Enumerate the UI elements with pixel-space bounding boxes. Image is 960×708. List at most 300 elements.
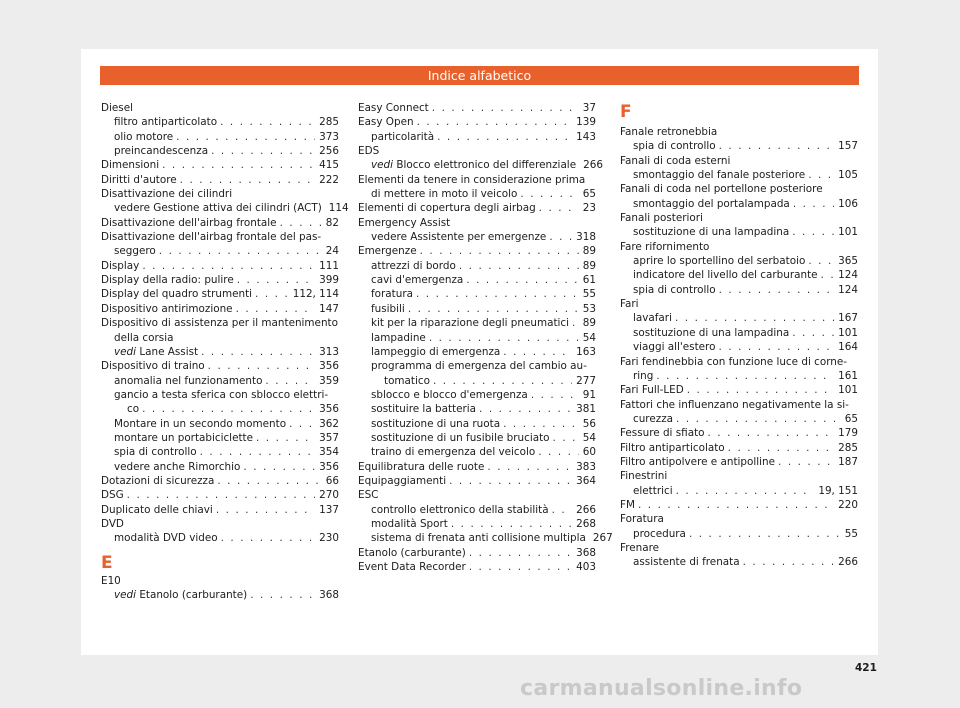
entry-term (620, 383, 684, 397)
index-entry (358, 173, 596, 187)
entry-term (633, 283, 716, 297)
entry-term-text: Emergency Assist (358, 216, 451, 229)
index-entry (101, 144, 339, 158)
index-entry (358, 402, 596, 416)
entry-term (114, 130, 173, 144)
dot-leader (142, 402, 315, 416)
index-entry (620, 441, 858, 455)
page-number: 421 (855, 662, 877, 674)
entry-term (633, 369, 653, 383)
entry-term-text: Dispositivo di assistenza per il mantenimento (101, 317, 338, 330)
entry-term (620, 155, 730, 167)
dot-leader (778, 455, 834, 469)
entry-term-text: fusibili (371, 302, 405, 315)
index-entry (101, 130, 339, 144)
entry-term (371, 503, 549, 517)
entry-term-text: Fanali posteriori (620, 212, 703, 225)
entry-term-text: Disattivazione dei cilindri (101, 188, 233, 201)
entry-term-text: indicatore del livello del carburante (633, 269, 818, 282)
entry-term (620, 426, 705, 440)
entry-term-text: Etanolo (carburante) (139, 589, 248, 601)
entry-page-ref: 101 (838, 226, 858, 239)
dot-leader (451, 517, 572, 531)
dot-leader (265, 374, 315, 388)
entry-term (633, 412, 673, 426)
entry-page-ref: 163 (576, 345, 596, 358)
entry-term (633, 225, 789, 239)
index-entry (620, 225, 858, 239)
entry-term-text: Finestrini (620, 470, 668, 483)
entry-term (358, 115, 414, 129)
entry-term (101, 575, 121, 587)
index-entry (620, 455, 858, 469)
entry-term-text: Display della radio: pulire (101, 274, 234, 287)
entry-term (114, 417, 286, 431)
entry-term (371, 445, 535, 459)
entry-page-ref: 56 (582, 417, 596, 430)
entry-term-text: curezza (633, 412, 674, 425)
index-entry (358, 359, 596, 373)
entry-term (633, 340, 715, 354)
dot-leader (572, 316, 579, 330)
dot-leader (417, 115, 573, 129)
index-entry (358, 115, 596, 129)
entry-page-ref: 124 (838, 283, 858, 296)
index-entry (620, 311, 858, 325)
index-entry (101, 331, 339, 345)
entry-term-text: aprire lo sportellino del serbatoio (633, 255, 806, 268)
index-entry (620, 326, 858, 340)
entry-term-text: Elementi di copertura degli airbag (358, 202, 536, 215)
index-entry (101, 588, 339, 602)
dot-leader (821, 268, 835, 282)
entry-term (633, 311, 672, 325)
entry-page-ref: 318 (576, 231, 596, 244)
entry-page-ref: 256 (319, 145, 339, 158)
index-entry (101, 388, 339, 402)
dot-leader (433, 374, 572, 388)
entry-page-ref: 230 (319, 532, 339, 545)
dot-leader (676, 412, 841, 426)
entry-term (633, 527, 686, 541)
entry-term-text: smontaggio del portalampada (633, 197, 790, 210)
entry-page-ref: 66 (325, 474, 339, 487)
index-entry (101, 345, 339, 359)
dot-leader (487, 460, 572, 474)
dot-leader (200, 445, 316, 459)
entry-page-ref: 266 (838, 556, 858, 569)
index-entry (358, 287, 596, 301)
entry-term-text: Filtro antipolvere e antipolline (620, 455, 776, 468)
entry-term (101, 488, 124, 502)
index-entry (101, 531, 339, 545)
dot-leader (250, 588, 315, 602)
entry-page-ref: 114 (328, 202, 349, 215)
dot-leader (127, 488, 316, 502)
entry-page-ref: 383 (576, 460, 596, 473)
entry-term (358, 101, 429, 115)
index-entry (620, 211, 858, 225)
entry-term-text: di mettere in moto il veicolo (371, 188, 518, 201)
entry-term-text: ring (633, 369, 654, 382)
index-entry (358, 302, 596, 316)
entry-term (114, 588, 247, 602)
dot-leader (201, 345, 315, 359)
entry-page-ref: 403 (576, 561, 596, 573)
index-entry (620, 197, 858, 211)
entry-page-ref: 89 (582, 259, 596, 272)
index-entry (358, 431, 596, 445)
dot-leader (236, 302, 316, 316)
dot-leader (221, 531, 316, 545)
entry-page-ref: 399 (319, 274, 339, 287)
entry-page-ref: 101 (838, 384, 858, 397)
dot-leader (520, 187, 578, 201)
entry-see-prefix: vedi (114, 589, 137, 601)
entry-term (358, 560, 466, 574)
entry-page-ref: 268 (576, 517, 596, 530)
entry-page-ref: 147 (319, 302, 339, 315)
page-header: Indice alfabetico (100, 66, 859, 85)
index-entry (620, 154, 858, 168)
index-entry (620, 168, 858, 182)
index-entry (620, 498, 858, 512)
entry-term (114, 144, 208, 158)
entry-term-text: assistente di frenata (633, 556, 740, 569)
entry-page-ref: 37 (582, 102, 596, 114)
entry-term-text: tomatico (384, 374, 430, 387)
index-entry (620, 355, 858, 369)
index-entry (101, 201, 349, 215)
entry-page-ref: 266 (583, 159, 603, 172)
entry-term-text: controllo elettronico della stabilità (371, 503, 549, 516)
entry-term (101, 216, 277, 230)
entry-page-ref: 61 (582, 274, 596, 287)
index-entry (101, 488, 339, 502)
index-entry (101, 460, 339, 474)
entry-term-text: cavi d'emergenza (371, 274, 464, 287)
index-entry (358, 259, 596, 273)
entry-term-text: Dispositivo di traino (101, 360, 205, 373)
index-entry (358, 460, 596, 474)
entry-term (384, 374, 430, 388)
entry-term-text: Dispositivo antirimozione (101, 302, 233, 315)
dot-leader (469, 546, 572, 560)
entry-term (101, 273, 234, 287)
entry-term (371, 259, 456, 273)
entry-term-text: ESC (358, 489, 379, 502)
entry-term (633, 139, 716, 153)
entry-term (114, 244, 156, 258)
entry-term-text: co (127, 403, 140, 416)
entry-term (114, 201, 322, 215)
entry-term (371, 431, 550, 445)
entry-term (114, 389, 328, 401)
entry-page-ref: 362 (319, 417, 339, 430)
entry-term-text: Fari fendinebbia con funzione luce di corne- (620, 355, 848, 368)
dot-leader (792, 225, 834, 239)
entry-term-text: montare un portabiciclette (114, 431, 253, 444)
entry-term (371, 345, 500, 359)
dot-leader (217, 474, 321, 488)
entry-term-text: lampadine (371, 331, 426, 344)
entry-term (620, 455, 775, 469)
dot-leader (728, 441, 835, 455)
index-entry (101, 259, 339, 273)
entry-term-text: Fattori che influenzano negativamente la si- (620, 398, 849, 411)
dot-leader (538, 445, 579, 459)
dot-leader (792, 326, 834, 340)
entry-term-text: E10 (101, 574, 121, 587)
index-entry (358, 158, 603, 172)
entry-term (633, 168, 805, 182)
section-letter: E (101, 552, 113, 573)
dot-leader (180, 173, 315, 187)
entry-term-text: Easy Open (358, 116, 414, 129)
entry-term-text: viaggi all'estero (633, 341, 716, 354)
entry-term (633, 326, 789, 340)
dot-leader (503, 417, 579, 431)
index-entry (358, 331, 596, 345)
entry-page-ref: 112, 114 (292, 288, 339, 301)
index-entry (101, 574, 339, 588)
dot-leader (553, 431, 579, 445)
index-entry (620, 426, 858, 440)
index-entry (101, 216, 339, 230)
index-column-3 (620, 101, 858, 570)
entry-term (101, 359, 205, 373)
entry-page-ref: 82 (325, 216, 339, 229)
dot-leader (718, 340, 834, 354)
entry-term-text: gancio a testa sferica con sblocco elettri- (114, 388, 329, 401)
entry-page-ref: 105 (838, 169, 858, 182)
entry-term-text: preincandescenza (114, 145, 209, 158)
index-entry (620, 297, 858, 311)
entry-term (371, 130, 434, 144)
index-entry (620, 125, 858, 139)
index-entry (620, 541, 858, 555)
entry-page-ref: 368 (319, 589, 339, 601)
index-entry (620, 283, 858, 297)
entry-term-text: Equipaggiamenti (358, 474, 447, 487)
entry-page-ref: 266 (576, 503, 596, 516)
index-entry (358, 374, 596, 388)
entry-term (371, 331, 426, 345)
entry-term-text: spia di controllo (633, 283, 716, 296)
dot-leader (808, 168, 834, 182)
entry-term-text: seggero (114, 245, 156, 258)
index-entry (101, 431, 339, 445)
entry-page-ref: 157 (838, 140, 858, 153)
entry-term-text: Dimensioni (101, 159, 160, 172)
dot-leader (466, 273, 579, 287)
index-entry (101, 517, 339, 531)
dot-leader (549, 230, 572, 244)
entry-term-text: vedere anche Rimorchio (114, 460, 241, 473)
entry-term (101, 188, 232, 200)
entry-term-text: attrezzi di bordo (371, 259, 456, 272)
index-entry (101, 402, 339, 416)
index-entry (620, 268, 858, 282)
entry-term-text: Fanali di coda esterni (620, 154, 731, 167)
entry-term (114, 332, 173, 344)
entry-page-ref: 24 (325, 245, 339, 258)
entry-term (620, 212, 703, 224)
dot-leader (420, 244, 579, 258)
entry-term-text: sistema di frenata anti collisione multipla (371, 532, 586, 545)
entry-term-text: Elementi da tenere in considerazione prima (358, 173, 586, 186)
entry-term-text: smontaggio del fanale posteriore (633, 169, 806, 182)
entry-term-text: EDS (358, 145, 380, 158)
entry-term (101, 474, 214, 488)
entry-term-text: spia di controllo (633, 140, 716, 153)
index-entry (358, 546, 596, 560)
entry-term (358, 460, 484, 474)
entry-term-text: Fari (620, 298, 639, 311)
entry-term-text: sostituzione di una ruota (371, 417, 501, 430)
index-entry (620, 412, 858, 426)
entry-term-text: Foratura (620, 513, 664, 526)
entry-page-ref: 415 (319, 159, 339, 172)
entry-term-text: foratura (371, 288, 413, 301)
index-entry (101, 158, 339, 172)
entry-term (620, 441, 725, 455)
dot-leader (256, 431, 315, 445)
dot-leader (531, 388, 579, 402)
entry-term (371, 517, 448, 531)
dot-leader (289, 417, 315, 431)
entry-page-ref: 354 (319, 446, 339, 459)
entry-term-text: Frenare (620, 541, 660, 554)
entry-term-text: filtro antiparticolato (114, 116, 218, 129)
entry-term (358, 489, 378, 501)
dot-leader (689, 527, 841, 541)
index-entry (358, 273, 596, 287)
index-entry (358, 345, 596, 359)
index-entry (358, 517, 596, 531)
entry-term-text: Lane Assist (139, 345, 199, 358)
entry-page-ref: 220 (838, 498, 858, 511)
entry-term-text: spia di controllo (114, 446, 197, 459)
dot-leader (459, 259, 579, 273)
entry-term-text: Diesel (101, 102, 133, 114)
entry-term-text: Event Data Recorder (358, 561, 466, 573)
entry-page-ref: 356 (319, 360, 339, 373)
index-entry (620, 512, 858, 526)
entry-term-text: particolarità (371, 130, 435, 143)
entry-term-text: Diritti d'autore (101, 173, 177, 186)
entry-term-text: vedere Gestione attiva dei cilindri (ACT) (114, 202, 322, 215)
entry-term (101, 302, 233, 316)
entry-term (371, 158, 576, 172)
index-entry (358, 187, 596, 201)
dot-leader (793, 197, 834, 211)
index-entry (101, 230, 339, 244)
entry-term (620, 542, 659, 554)
entry-page-ref: 167 (838, 312, 858, 325)
entry-term-text: Fessure di sfiato (620, 427, 705, 440)
dot-leader (255, 287, 289, 301)
entry-term (114, 115, 217, 129)
entry-term-text: Emergenze (358, 245, 417, 258)
entry-term-text: modalità DVD video (114, 532, 218, 545)
dot-leader (719, 283, 835, 297)
entry-term-text: della corsia (114, 331, 174, 344)
entry-term-text: Disattivazione dell'airbag frontale (101, 216, 277, 229)
entry-term-text: Fanali di coda nel portellone posteriore (620, 183, 823, 196)
entry-page-ref: 270 (319, 489, 339, 502)
entry-page-ref: 111 (319, 259, 339, 272)
entry-page-ref: 368 (576, 546, 596, 559)
entry-page-ref: 89 (582, 317, 596, 330)
entry-term (620, 513, 664, 525)
index-entry (101, 445, 339, 459)
entry-term (114, 460, 240, 474)
entry-term (371, 273, 463, 287)
entry-term (371, 287, 413, 301)
index-entry (358, 316, 596, 330)
entry-page-ref: 365 (838, 255, 858, 268)
dot-leader (708, 426, 835, 440)
dot-leader (243, 460, 315, 474)
entry-term (358, 546, 466, 560)
entry-page-ref: 91 (582, 388, 596, 401)
entry-page-ref: 356 (319, 460, 339, 473)
dot-leader (429, 331, 579, 345)
entry-page-ref: 161 (838, 369, 858, 382)
entry-term-text: Display del quadro strumenti (101, 288, 253, 301)
dot-leader (656, 369, 834, 383)
entry-term (371, 531, 586, 545)
dot-leader (449, 474, 572, 488)
entry-term-text: Fari Full-LED (620, 384, 684, 397)
entry-see-prefix: vedi (114, 345, 137, 358)
index-entry (358, 144, 596, 158)
index-entry (101, 417, 339, 431)
entry-page-ref: 313 (319, 345, 339, 358)
index-entry (358, 230, 596, 244)
entry-term (620, 298, 639, 310)
entry-term (358, 244, 417, 258)
entry-page-ref: 55 (844, 527, 858, 540)
dot-leader (503, 345, 572, 359)
entry-term (620, 470, 667, 482)
index-entry (620, 555, 858, 569)
entry-term (114, 445, 197, 459)
entry-page-ref: 187 (838, 455, 858, 468)
index-entry (620, 139, 858, 153)
entry-page-ref: 222 (319, 173, 339, 186)
dot-leader (176, 130, 315, 144)
entry-term (371, 388, 528, 402)
entry-page-ref: 60 (582, 446, 596, 459)
index-entry (358, 531, 613, 545)
index-entry (101, 101, 339, 115)
entry-term-text: Easy Connect (358, 102, 429, 114)
entry-term-text: modalità Sport (371, 517, 448, 530)
entry-term (101, 317, 338, 329)
entry-term-text: lavafari (633, 312, 672, 325)
entry-page-ref: 101 (838, 326, 858, 339)
entry-term (358, 201, 536, 215)
entry-term-text: Duplicato delle chiavi (101, 503, 213, 516)
entry-term-text: FM (620, 498, 635, 511)
index-entry (101, 359, 339, 373)
entry-term (620, 356, 847, 368)
entry-term-text: Etanolo (carburante) (358, 546, 466, 559)
dot-leader (159, 244, 322, 258)
entry-term (633, 268, 818, 282)
